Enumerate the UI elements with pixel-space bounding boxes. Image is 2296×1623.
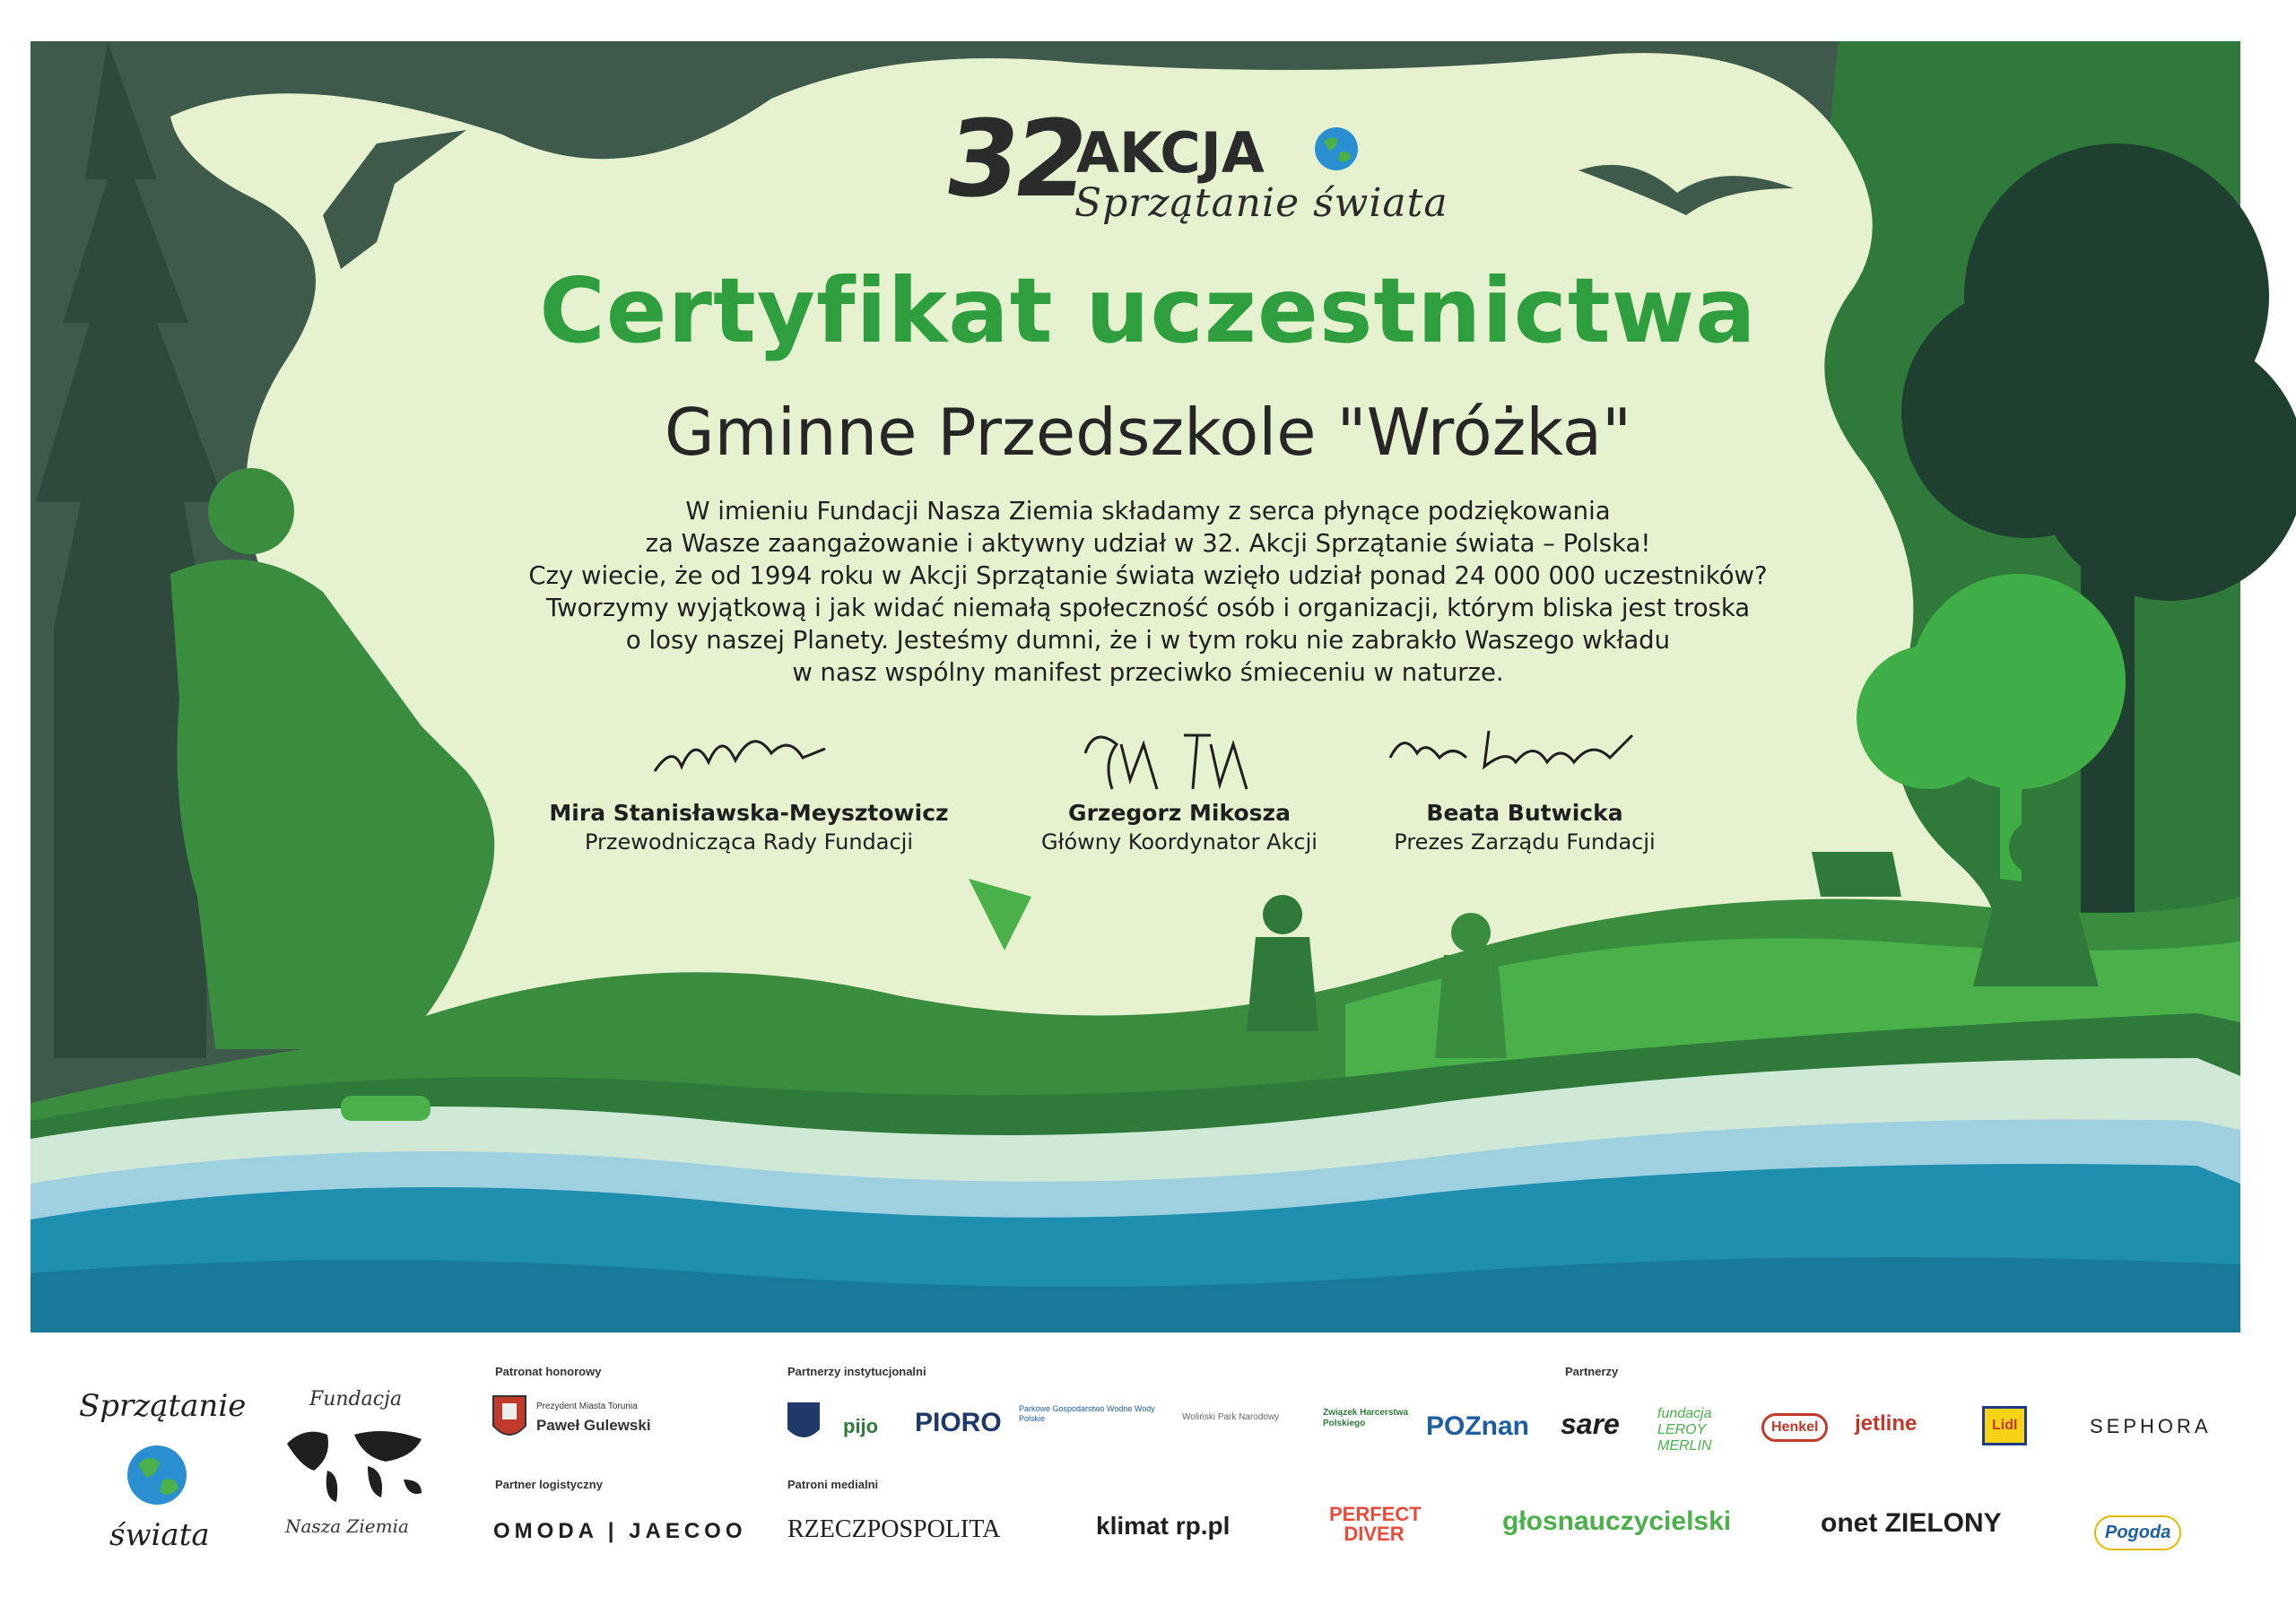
sephora-logo: SEPHORA [2090, 1415, 2212, 1437]
signatory-name: Mira Stanisławska-Meysztowicz [549, 800, 949, 826]
omoda-jaecoo-logo: OMODA | JAECOO [493, 1519, 747, 1543]
section-logistyczny: Partner logistyczny [495, 1478, 603, 1491]
certificate-title: Certyfikat uczestnictwa [539, 258, 1757, 363]
signature-1 [646, 717, 843, 789]
badge-icon [786, 1399, 822, 1445]
globe-icon [117, 1435, 197, 1515]
body-line: Tworzymy wyjątkową i jak widać niemałą społeczność osób i organizacji, którym bliska jest troska [545, 594, 1751, 622]
body-line: o losy naszej Planety. Jesteśmy dumni, że i w tym roku nie zabrakło Waszego wkładu [625, 626, 1671, 655]
signatory-role: Prezes Zarządu Fundacji [1394, 829, 1656, 855]
onet-zielony-logo: onet ZIELONY [1821, 1508, 2002, 1538]
body-line: Czy wiecie, że od 1994 roku w Akcji Sprzątanie świata wzięło udział ponad 24 000 000 uczestników? [528, 561, 1768, 590]
signature-2 [1076, 717, 1265, 807]
wody-polskie-logo: Parkowe Gospodarstwo Wodne Wody Polskie [1019, 1404, 1155, 1423]
body-line: W imieniu Fundacji Nasza Ziemia składamy z serca płynące podziękowania [685, 497, 1611, 525]
section-medialni: Patroni medialni [787, 1478, 879, 1491]
patron-line2: Paweł Gulewski [536, 1417, 651, 1434]
logo-akcja: AKCJA [1076, 120, 1265, 186]
jetline-logo: jetline [1855, 1411, 1918, 1436]
sare-logo: sare [1561, 1408, 1620, 1440]
globe-icon [1309, 122, 1363, 176]
zhp-logo: Związek Harcerstwa Polskiego [1323, 1408, 1409, 1428]
patron-line1: Prezydent Miasta Torunia [536, 1402, 638, 1411]
henkel-logo: Henkel [1761, 1413, 1828, 1442]
klimat-rp-logo: klimat rp.pl [1096, 1512, 1231, 1540]
pioro-logo: PIORO [915, 1408, 1002, 1437]
body-line: za Wasze zaangażowanie i aktywny udział w 32. Akcji Sprzątanie świata – Polska! [645, 529, 1651, 558]
logo-subtitle: Sprzątanie świata [1074, 180, 1448, 226]
section-patronat: Patronat honorowy [495, 1365, 602, 1378]
sprzatanie-logo-top: Sprzątanie [79, 1388, 247, 1424]
section-partnerzy: Partnerzy [1565, 1365, 1619, 1378]
certificate-body [377, 495, 1919, 689]
signatory-1 [498, 800, 1000, 855]
foundation-logo-bottom: Nasza Ziemia [285, 1515, 409, 1537]
signatory-role: Przewodnicząca Rady Fundacji [584, 829, 914, 855]
signature-3 [1381, 713, 1641, 785]
wolinski-park-logo: Woliński Park Narodowy [1182, 1412, 1280, 1422]
lidl-logo: Lidl [1982, 1406, 2027, 1445]
recipient-name: Gminne Przedszkole "Wróżka" [664, 395, 1632, 470]
perfect-diver-logo: PERFECT DIVER [1329, 1503, 1422, 1545]
signatory-role: Główny Koordynator Akcji [1041, 829, 1318, 855]
signatory-name: Beata Butwicka [1426, 800, 1623, 826]
pijo-logo: pijo [843, 1415, 879, 1437]
foundation-logo-top: Fundacja [309, 1388, 403, 1410]
signatory-name: Grzegorz Mikosza [1068, 800, 1291, 826]
pogoda-logo: Pogoda [2094, 1515, 2181, 1550]
glos-nauczycielski-logo: głosnauczycielski [1502, 1506, 1732, 1536]
torun-crest-icon [491, 1394, 527, 1444]
poznan-logo: POZnan [1426, 1411, 1530, 1441]
leroy-merlin-logo: fundacja LEROY MERLIN [1657, 1406, 1712, 1454]
logo-number: 32 [937, 97, 1091, 221]
body-line: w nasz wspólny manifest przeciwko śmieceniu w naturze. [792, 658, 1504, 687]
rzeczpospolita-logo: RZECZPOSPOLITA [787, 1515, 1001, 1543]
world-map-icon [278, 1417, 439, 1515]
signatory-3 [1274, 800, 1776, 855]
section-instytucjonalni: Partnerzy instytucjonalni [787, 1365, 926, 1378]
sprzatanie-logo-bottom: świata [109, 1517, 210, 1553]
